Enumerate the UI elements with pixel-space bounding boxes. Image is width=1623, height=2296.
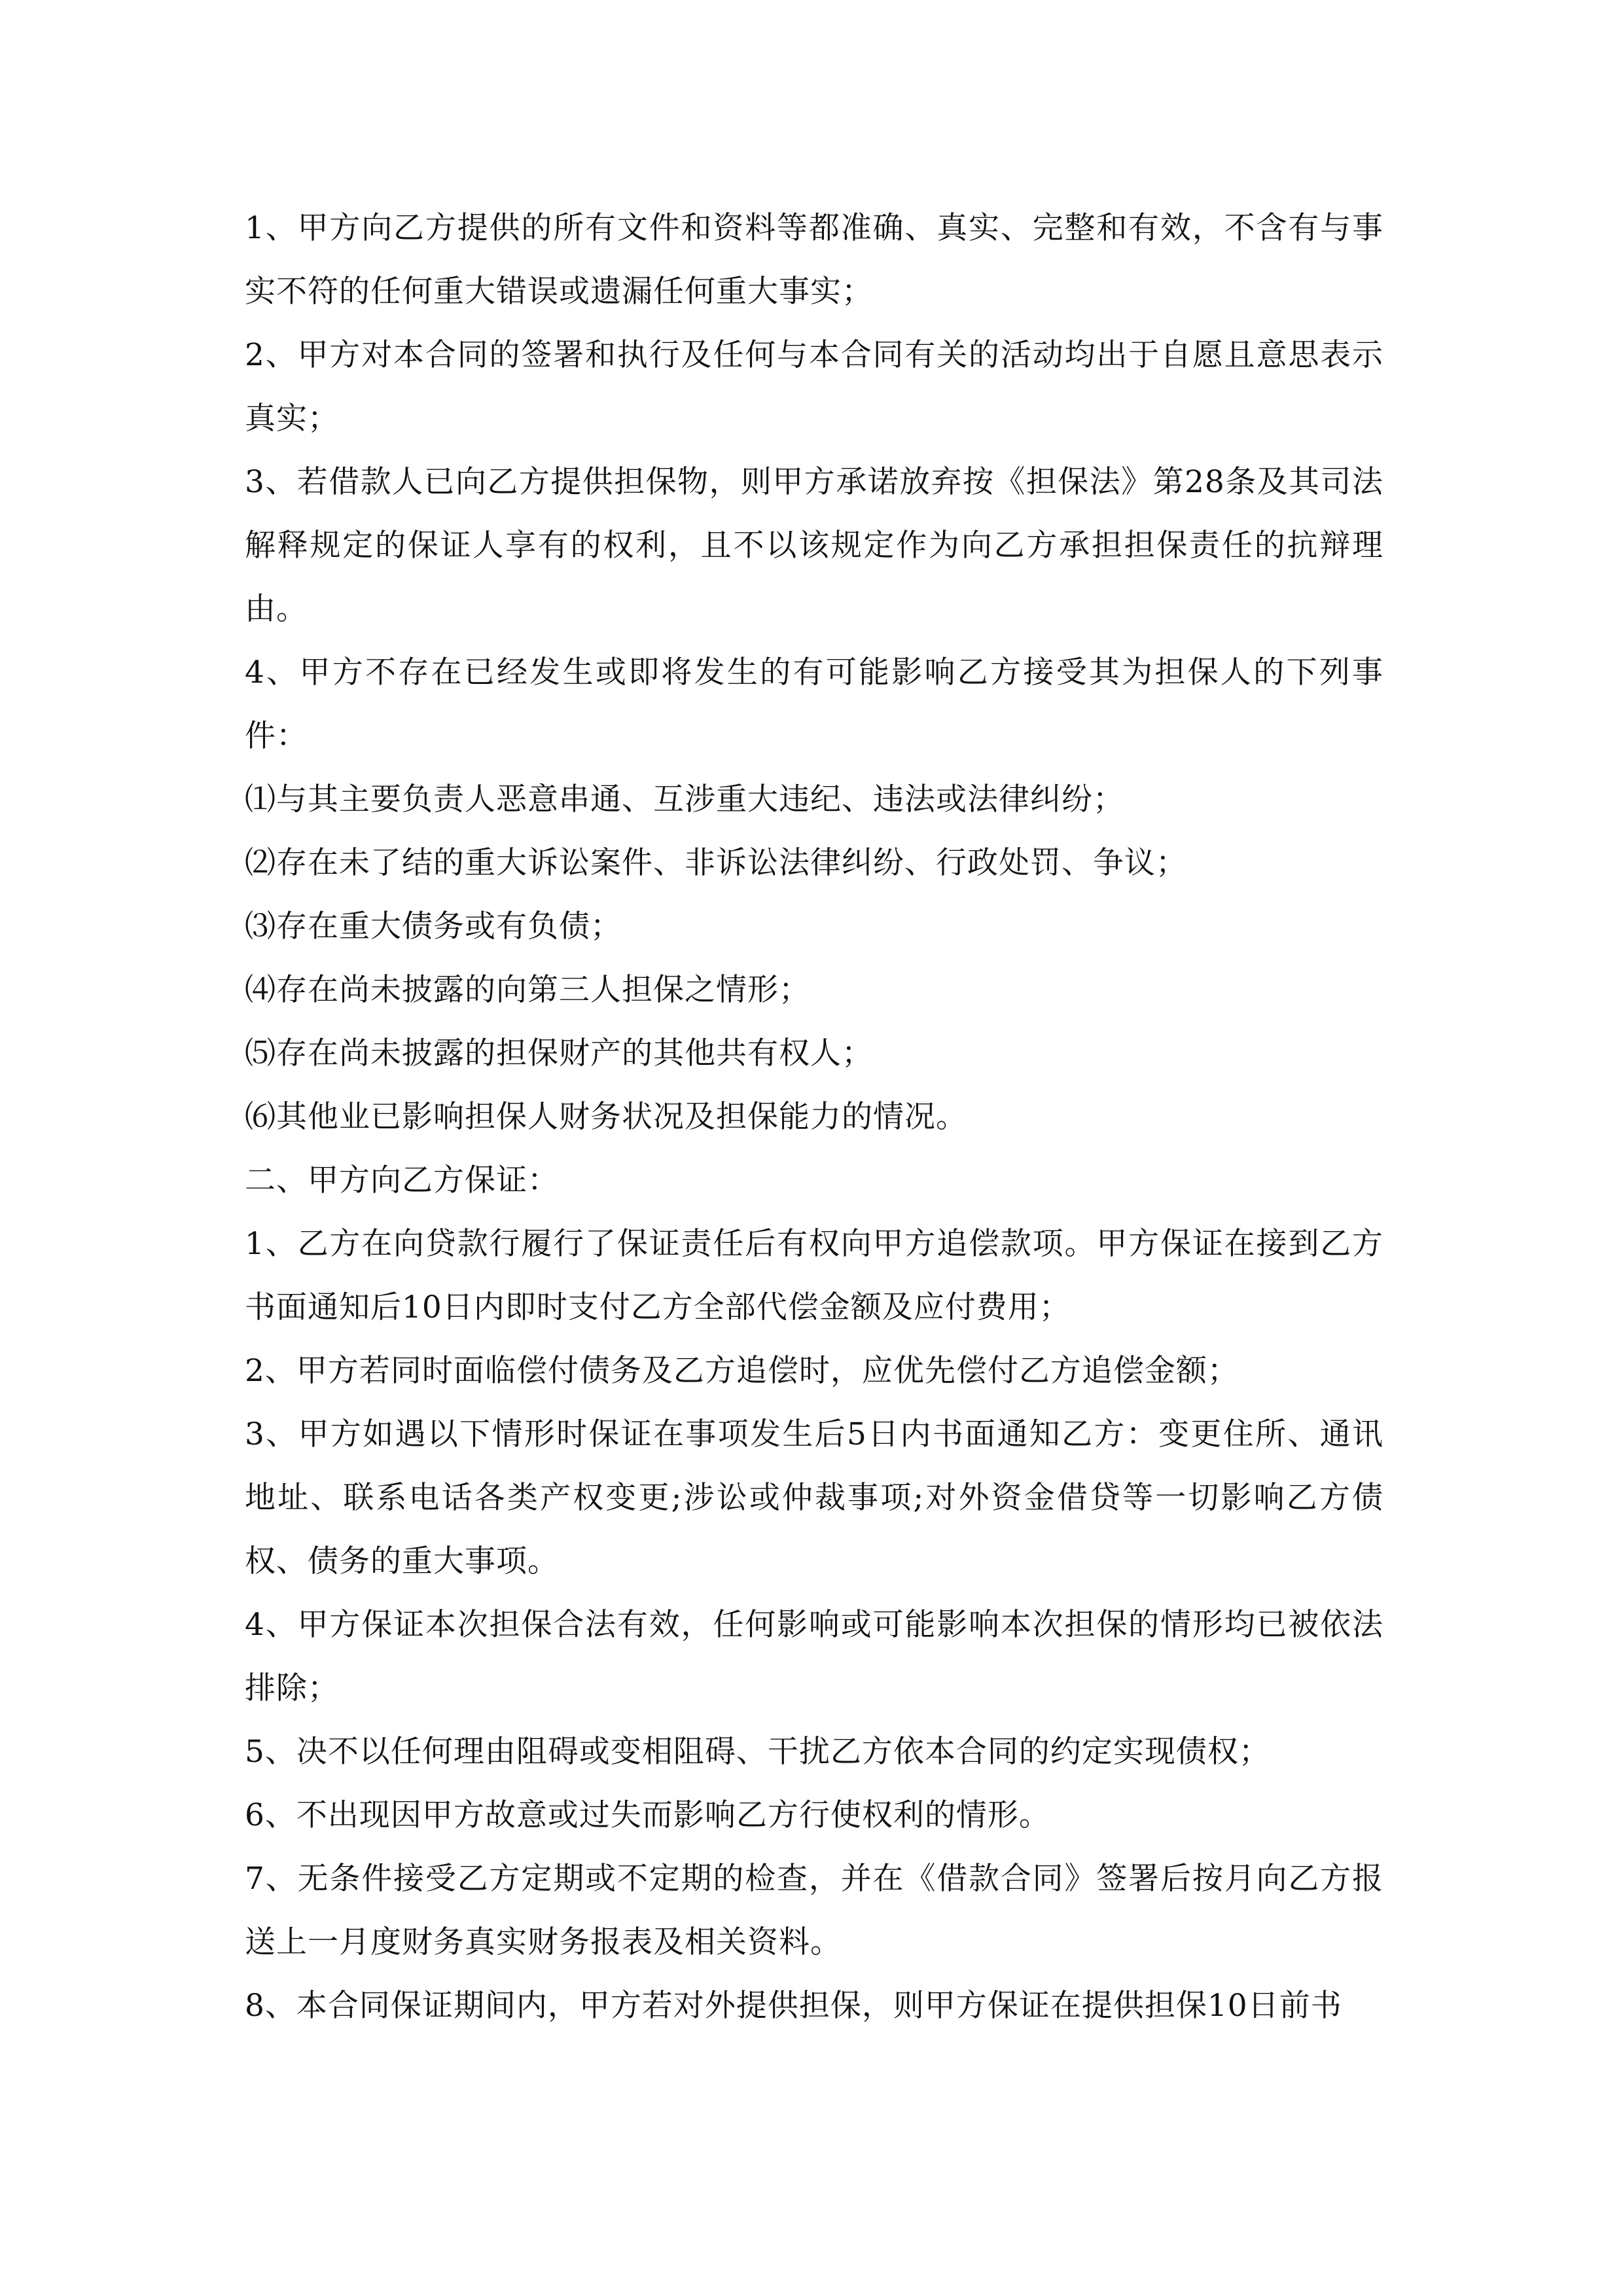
paragraph-4: 4、甲方不存在已经发生或即将发生的有可能影响乙方接受其为担保人的下列事件： xyxy=(245,655,1383,754)
guarantee-item-6: 6、不出现因甲方故意或过失而影响乙方行使权利的情形。 xyxy=(245,1797,1050,1833)
sub-item-1: ⑴与其主要负责人恶意串通、互涉重大违纪、违法或法律纠纷； xyxy=(245,781,1124,817)
paragraph-3: 3、若借款人已向乙方提供担保物，则甲方承诺放弃按《担保法》第28条及其司法解释规定的保证人享有的权利，且不以该规定作为向乙方承担担保责任的抗辩理由。 xyxy=(245,464,1383,627)
document-body xyxy=(245,196,1383,2037)
section-heading-2: 二、甲方向乙方保证： xyxy=(245,1162,559,1198)
guarantee-item-3: 3、甲方如遇以下情形时保证在事项发生后5日内书面通知乙方：变更住所、通讯地址、联系电话各类产权变更;涉讼或仲裁事项;对外资金借贷等一切影响乙方债权、债务的重大事项。 xyxy=(245,1416,1383,1579)
paragraph-1: 1、甲方向乙方提供的所有文件和资料等都准确、真实、完整和有效，不含有与事实不符的任何重大错误或遗漏任何重大事实； xyxy=(245,210,1383,310)
guarantee-item-1: 1、乙方在向贷款行履行了保证责任后有权向甲方追偿款项。甲方保证在接到乙方书面通知后10日内即时支付乙方全部代偿金额及应付费用； xyxy=(245,1226,1383,1325)
guarantee-item-7: 7、无条件接受乙方定期或不定期的检查，并在《借款合同》签署后按月向乙方报送上一月度财务真实财务报表及相关资料。 xyxy=(245,1861,1383,1960)
guarantee-item-8: 8、本合同保证期间内，甲方若对外提供担保，则甲方保证在提供担保10日前书 xyxy=(245,1988,1342,2024)
sub-item-5: ⑸存在尚未披露的担保财产的其他共有权人； xyxy=(245,1035,873,1071)
guarantee-item-2: 2、甲方若同时面临偿付债务及乙方追偿时，应优先偿付乙方追偿金额； xyxy=(245,1353,1239,1389)
sub-item-6: ⑹其他业已影响担保人财务状况及担保能力的情况。 xyxy=(245,1099,967,1135)
guarantee-item-4: 4、甲方保证本次担保合法有效，任何影响或可能影响本次担保的情形均已被依法排除； xyxy=(245,1607,1383,1706)
sub-item-3: ⑶存在重大债务或有负债； xyxy=(245,908,622,944)
sub-item-2: ⑵存在未了结的重大诉讼案件、非诉讼法律纠纷、行政处罚、争议； xyxy=(245,845,1187,881)
sub-item-4: ⑷存在尚未披露的向第三人担保之情形； xyxy=(245,972,810,1008)
guarantee-item-5: 5、决不以任何理由阻碍或变相阻碍、干扰乙方依本合同的约定实现债权； xyxy=(245,1734,1270,1770)
paragraph-2: 2、甲方对本合同的签署和执行及任何与本合同有关的活动均出于自愿且意思表示真实； xyxy=(245,337,1383,437)
